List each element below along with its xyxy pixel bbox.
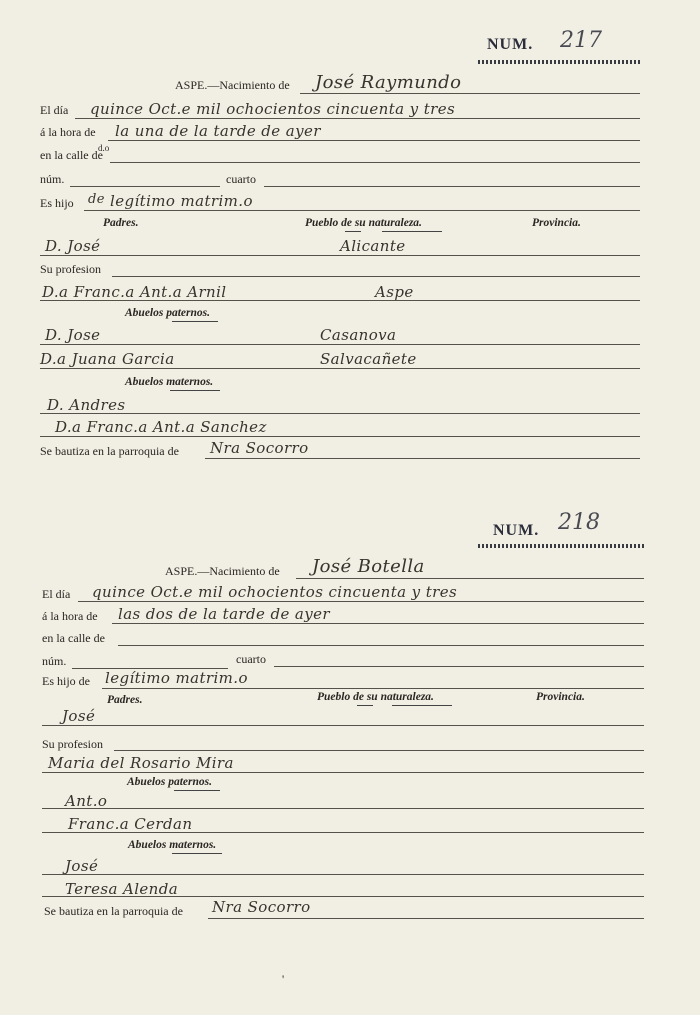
number-label: núm. bbox=[42, 654, 67, 668]
province-heading: Provincia. bbox=[536, 691, 585, 703]
son-of-prefix: de bbox=[88, 192, 105, 207]
number-underline bbox=[478, 544, 646, 548]
birth-record-217 bbox=[0, 0, 700, 480]
street-label: en la calle de bbox=[42, 631, 105, 645]
maternal-grandparents-heading: Abuelos maternos. bbox=[128, 839, 217, 851]
street-label: en la calle de bbox=[40, 148, 103, 162]
hour-label: á la hora de bbox=[40, 125, 96, 139]
son-of-label: Es hijo de bbox=[42, 674, 90, 688]
parish-value: Nra Socorro bbox=[212, 898, 311, 916]
parents-heading: Padres. bbox=[103, 217, 139, 229]
profession-label: Su profesion bbox=[42, 737, 103, 751]
parents-heading: Padres. bbox=[107, 694, 143, 706]
legitimacy-value: legítimo matrim.o bbox=[105, 669, 248, 687]
number-underline bbox=[478, 60, 640, 64]
number-label: núm. bbox=[40, 172, 65, 186]
record-number-value: 217 bbox=[560, 28, 602, 53]
paternal-grandmother: D.a Juana Garcia bbox=[40, 350, 175, 368]
parish-value: Nra Socorro bbox=[210, 439, 309, 457]
hour-label: á la hora de bbox=[42, 609, 98, 623]
paternal-grandmother-town: Salvacañete bbox=[320, 350, 417, 368]
hometown-heading: Pueblo de su naturaleza. bbox=[305, 217, 422, 229]
header-label: ASPE.—Nacimiento de bbox=[175, 78, 290, 92]
father-town: Alicante bbox=[340, 237, 406, 255]
paternal-grandfather: Ant.o bbox=[65, 792, 108, 810]
mother-name: Maria del Rosario Mira bbox=[48, 754, 234, 772]
day-value: quince Oct.e mil ochocientos cincuenta y tres bbox=[90, 100, 456, 118]
paternal-grandfather: D. Jose bbox=[45, 326, 101, 344]
day-label: El día bbox=[42, 587, 71, 601]
room-label: cuarto bbox=[226, 172, 256, 186]
room-label: cuarto bbox=[236, 652, 266, 666]
record-number-label: NUM. bbox=[487, 36, 534, 53]
birth-record-218 bbox=[0, 482, 700, 962]
profession-label: Su profesion bbox=[40, 262, 101, 276]
province-heading: Provincia. bbox=[532, 217, 581, 229]
paternal-grandparents-heading: Abuelos paternos. bbox=[127, 776, 212, 788]
father-name: D. José bbox=[45, 237, 101, 255]
paternal-grandfather-town: Casanova bbox=[320, 326, 397, 344]
record-number-value: 218 bbox=[558, 510, 600, 535]
parish-label: Se bautiza en la parroquia de bbox=[44, 904, 183, 918]
mother-name: D.a Franc.a Ant.a Arnil bbox=[42, 283, 227, 301]
day-label: El día bbox=[40, 103, 69, 117]
footer-mark: ' bbox=[282, 972, 285, 986]
parish-label: Se bautiza en la parroquia de bbox=[40, 444, 179, 458]
child-name: José Raymundo bbox=[315, 72, 462, 93]
maternal-grandparents-heading: Abuelos maternos. bbox=[125, 376, 214, 388]
son-of-label: Es hijo bbox=[40, 196, 74, 210]
hour-value: las dos de la tarde de ayer bbox=[118, 605, 330, 623]
hometown-heading: Pueblo de su naturaleza. bbox=[317, 691, 434, 703]
paternal-grandmother: Franc.a Cerdan bbox=[68, 815, 193, 833]
mother-town: Aspe bbox=[375, 283, 414, 301]
street-ditto: d.o bbox=[98, 143, 110, 153]
maternal-grandmother: D.a Franc.a Ant.a Sanchez bbox=[55, 418, 267, 436]
maternal-grandfather: José bbox=[65, 857, 99, 875]
legitimacy-value: legítimo matrim.o bbox=[110, 192, 253, 210]
hour-value: la una de la tarde de ayer bbox=[115, 122, 321, 140]
maternal-grandfather: D. Andres bbox=[47, 396, 126, 414]
child-name: José Botella bbox=[312, 556, 425, 577]
father-name: José bbox=[62, 707, 96, 725]
day-value: quince Oct.e mil ochocientos cincuenta y tres bbox=[92, 583, 458, 601]
maternal-grandmother: Teresa Alenda bbox=[65, 880, 179, 898]
record-number-label: NUM. bbox=[493, 522, 540, 539]
paternal-grandparents-heading: Abuelos paternos. bbox=[125, 307, 210, 319]
header-label: ASPE.—Nacimiento de bbox=[165, 564, 280, 578]
